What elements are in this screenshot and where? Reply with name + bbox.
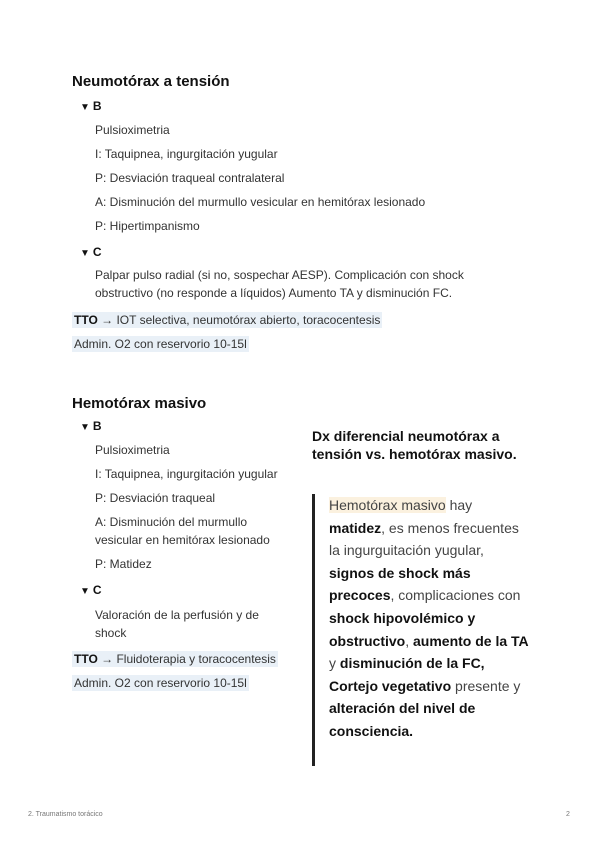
- footer-chapter: 2. Traumatismo torácico: [28, 811, 103, 818]
- callout-bold: disminución de la FC, Cortejo vegetativo: [329, 655, 485, 694]
- tto-line: [72, 651, 278, 667]
- list-item: I: Taquipnea, ingurgitación yugular: [95, 147, 278, 161]
- list-item: P: Matidez: [95, 557, 152, 571]
- toggle-b-label: B: [92, 419, 102, 433]
- callout-segment: presente y: [451, 677, 521, 694]
- triangle-down-icon: ▼: [80, 422, 90, 433]
- list-item: Pulsioximetria: [95, 443, 170, 457]
- admin-line: [72, 675, 249, 691]
- tto-text: → IOT selectiva, neumotórax abierto, toracocentesis: [97, 313, 381, 327]
- tto-text: → Fluidoterapia y toracocentesis: [97, 652, 276, 666]
- footer-page-number: 2: [566, 811, 570, 818]
- list-item: P: Hipertimpanismo: [95, 219, 200, 233]
- toggle-b-label: B: [92, 99, 102, 113]
- list-item: A: Disminución del murmullo: [95, 515, 248, 529]
- list-item: Valoración de la perfusión y de: [95, 608, 259, 622]
- list-item: vesicular en hemitórax lesionado: [95, 533, 270, 547]
- callout-bold: matidez: [329, 519, 382, 536]
- list-item: obstructivo (no responde a líquidos) Aumento TA y disminución FC.: [95, 286, 453, 300]
- callout-highlight: Hemotórax masivo: [329, 497, 446, 513]
- admin-line: [72, 336, 249, 352]
- toggle-c-label: C: [92, 583, 102, 597]
- list-item: I: Taquipnea, ingurgitación yugular: [95, 467, 278, 481]
- callout-bold: alteración del nivel de consciencia.: [329, 700, 476, 739]
- callout-segment: , es menos frecuentes la ingurguitación yugular,: [329, 519, 519, 559]
- callout-segment: ,: [405, 632, 414, 649]
- toggle-c[interactable]: [80, 583, 102, 597]
- list-item: A: Disminución del murmullo vesicular en hemitórax lesionado: [95, 195, 426, 209]
- section-title-neumotorax: Neumotórax a tensión: [72, 73, 230, 90]
- triangle-down-icon: ▼: [80, 102, 90, 113]
- tto-line: [72, 312, 382, 328]
- list-item: shock: [95, 626, 127, 640]
- callout-segment: y: [329, 655, 340, 672]
- callout-bar: [312, 494, 315, 766]
- callout-title: Dx diferencial neumotórax a tensión vs. hemotórax masivo.: [312, 428, 517, 462]
- callout-bold: shock hipovolémico y obstructivo: [329, 609, 476, 649]
- list-item: Pulsioximetria: [95, 123, 170, 137]
- list-item: P: Desviación traqueal contralateral: [95, 171, 285, 185]
- toggle-b[interactable]: [80, 99, 102, 113]
- admin-text: Admin. O2 con reservorio 10-15l: [74, 676, 247, 690]
- callout-segment: , complicaciones con: [390, 587, 521, 604]
- tto-label: TTO: [74, 652, 98, 666]
- list-item: P: Desviación traqueal: [95, 491, 216, 505]
- toggle-b[interactable]: [80, 419, 102, 433]
- list-item: Palpar pulso radial (si no, sospechar AESP). Complicación con shock: [95, 268, 464, 282]
- callout-text: [329, 494, 529, 743]
- toggle-c[interactable]: [80, 245, 102, 259]
- tto-label: TTO: [74, 313, 98, 327]
- section-title-hemotorax: Hemotórax masivo: [72, 395, 207, 412]
- triangle-down-icon: ▼: [80, 586, 90, 597]
- triangle-down-icon: ▼: [80, 248, 90, 259]
- callout-bold: aumento de la TA: [413, 632, 529, 649]
- callout-bold: signos de shock más precoces: [329, 564, 471, 604]
- admin-text: Admin. O2 con reservorio 10-15l: [74, 337, 247, 351]
- callout-segment: hay: [445, 497, 473, 513]
- toggle-c-label: C: [92, 245, 102, 259]
